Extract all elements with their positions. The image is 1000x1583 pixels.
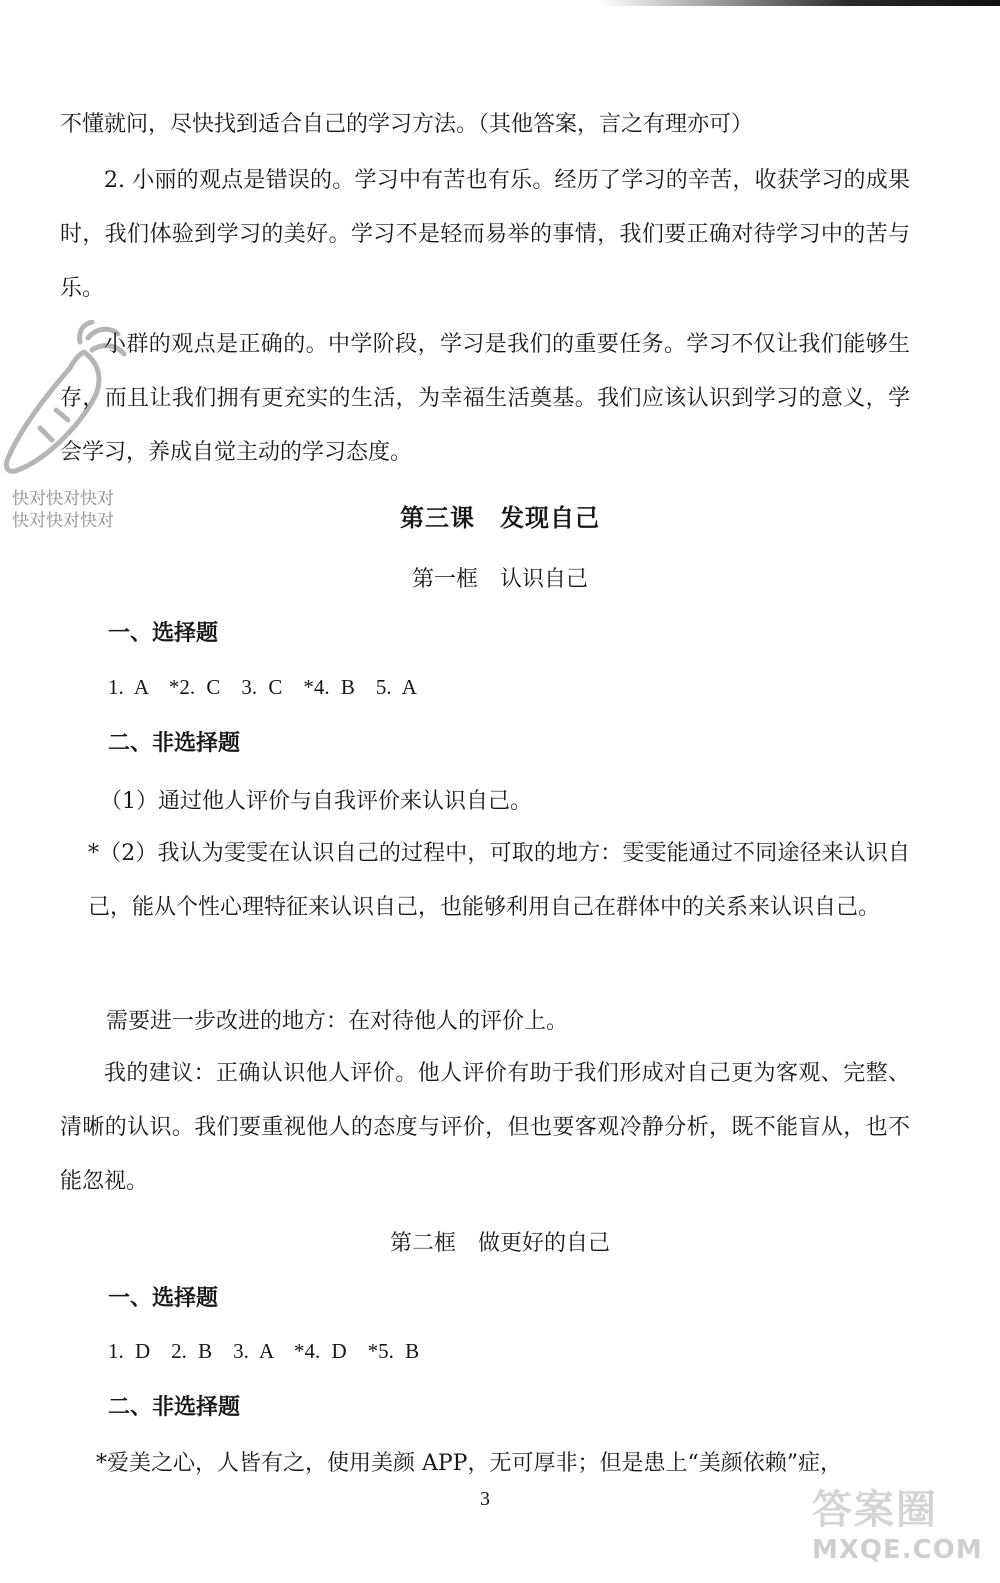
site-logo-text: 答案圈	[812, 1487, 938, 1533]
section-1-choice-heading: 一、选择题	[108, 621, 219, 646]
intro-paragraph-3: 小群的观点是正确的。中学阶段，学习是我们的重要任务。学习不仅让我们能够生存，而且让我们拥有更充实的生活，为幸福生活奠基。我们应该认识到学习的意义，学会学习，养成自觉主动的学习态度。	[60, 332, 910, 465]
lesson-title: 第三课 发现自己	[400, 503, 600, 532]
section-1-improve: 需要进一步改进的地方：在对待他人的评价上。	[106, 1009, 569, 1034]
watermark-line-2: 快对快对快对	[12, 511, 114, 531]
section-1-question-2	[88, 827, 910, 935]
intro-line-1: 不懂就问，尽快找到适合自己的学习方法。（其他答案，言之有理亦可）	[60, 112, 754, 137]
section-1-advice: 我的建议：正确认识他人评价。他人评价有助于我们形成对自己更为客观、完整、清晰的认识。我们要重视他人的态度与评价，但也要客观冷静分析，既不能盲从，也不能忽视。	[60, 1061, 910, 1194]
section-2-choice-answers: 1. D 2. B 3. A *4. D *5. B	[108, 1339, 420, 1363]
scan-edge-shadow	[0, 0, 1000, 6]
section-2-choice-heading: 一、选择题	[108, 1286, 219, 1311]
site-logo	[812, 1478, 983, 1565]
section-2-nonchoice-heading: 二、非选择题	[108, 1395, 241, 1420]
section-1-question-1: （1）通过他人评价与自我评价来认识自己。	[100, 789, 532, 814]
watermark-line-1: 快对快对快对	[12, 489, 114, 509]
section-2-question-1: *爱美之心，人皆有之，使用美颜 APP，无可厚非；但是患上“美颜依赖”症，	[96, 1451, 842, 1476]
section-1-title: 第一框 认识自己	[411, 567, 588, 592]
intro-paragraph-2: 2. 小丽的观点是错误的。学习中有苦也有乐。经历了学习的辛苦，收获学习的成果时，我们体验到学习的美好。学习不是轻而易举的事情，我们要正确对待学习中的苦与乐。	[60, 168, 910, 301]
section-2-title: 第二框 做更好的自己	[389, 1231, 610, 1256]
section-1-nonchoice-heading: 二、非选择题	[108, 731, 241, 756]
section-1-choice-answers: 1. A *2. C 3. C *4. B 5. A	[108, 675, 417, 699]
page-number: 3	[480, 1488, 490, 1510]
site-logo-url: MXQE.COM	[812, 1535, 983, 1565]
section-1-question-2-text: *（2）我认为雯雯在认识自己的过程中，可取的地方：雯雯能通过不同途径来认识自己，能从个性心理特征来认识自己，也能够利用自己在群体中的关系来认识自己。	[88, 841, 910, 920]
